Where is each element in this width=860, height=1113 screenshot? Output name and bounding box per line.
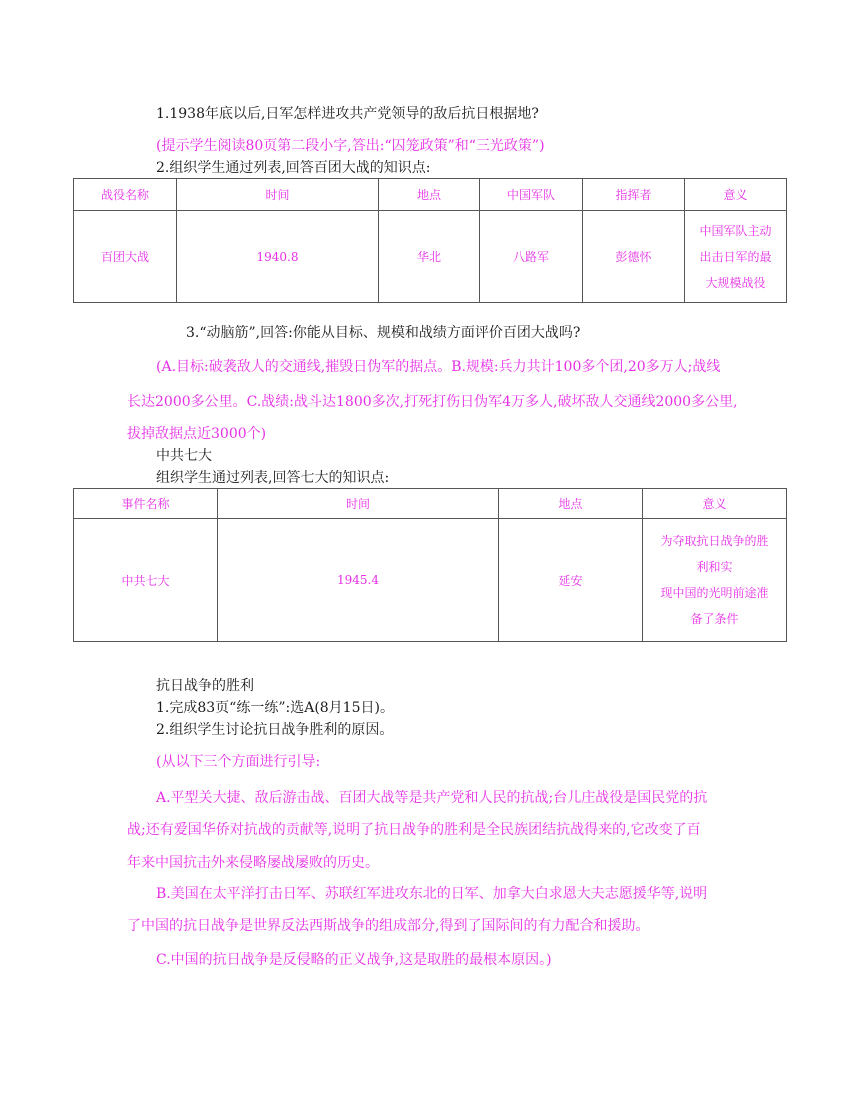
- header-cell: 中国军队: [480, 179, 583, 211]
- significance-line: 大规模战役: [705, 275, 766, 290]
- table-row: [74, 211, 787, 303]
- congress-table: [73, 488, 787, 642]
- exercise-2: 2.组织学生讨论抗日战争胜利的原因。: [156, 722, 394, 738]
- question-3: 3.“动脑筋”,回答:你能从目标、规模和战绩方面评价百团大战吗?: [186, 325, 581, 341]
- significance-line: 中国军队主动: [699, 223, 772, 238]
- header-cell: 意义: [643, 489, 787, 519]
- event-place-cell: 延安: [499, 519, 643, 642]
- header-cell: 地点: [379, 179, 480, 211]
- question-4: 组织学生通过列表,回答七大的知识点:: [156, 470, 390, 486]
- significance-line: 现中国的光明前途准: [660, 586, 769, 600]
- question-1: 1.1938年底以后,日军怎样进攻共产党领导的敌后抗日根据地?: [156, 106, 539, 122]
- point-b-line-1: B.美国在太平洋打击日军、苏联红军进攻东北的日军、加拿大白求恩大夫志愿援华等,说明: [156, 886, 708, 902]
- battle-significance-cell: [685, 211, 787, 303]
- answer-3-line-3: 拔掉敌据点近3000个): [127, 426, 267, 442]
- battle-table: [73, 178, 787, 303]
- heading-cpc-7th-congress: 中共七大: [156, 448, 212, 464]
- significance-line: 备了条件: [690, 612, 739, 626]
- table-row: [74, 519, 787, 642]
- battle-commander-cell: 彭德怀: [583, 211, 685, 303]
- battle-name-cell: 百团大战: [74, 211, 177, 303]
- table-header-row: [74, 179, 787, 211]
- point-b-line-2: 了中国的抗日战争是世界反法西斯战争的组成部分,得到了国际间的有力配合和援助。: [127, 918, 650, 934]
- question-2: 2.组织学生通过列表,回答百团大战的知识点:: [156, 160, 431, 176]
- guide-intro: (从以下三个方面进行引导:: [156, 754, 321, 770]
- significance-line: 为夺取抗日战争的胜: [660, 534, 769, 548]
- significance-line: 出击日军的最: [699, 249, 772, 264]
- header-cell: 事件名称: [74, 489, 218, 519]
- table-header-row: [74, 489, 787, 519]
- battle-place-cell: 华北: [379, 211, 480, 303]
- header-cell: 战役名称: [74, 179, 177, 211]
- header-cell: 时间: [177, 179, 379, 211]
- header-cell: 地点: [499, 489, 643, 519]
- header-cell: 意义: [685, 179, 787, 211]
- point-a-line-1: A.平型关大捷、敌后游击战、百团大战等是共产党和人民的抗战;台儿庄战役是国民党的抗: [156, 790, 708, 806]
- header-cell: 时间: [218, 489, 499, 519]
- event-significance-cell: [643, 519, 787, 642]
- answer-3-line-2: 长达2000多公里。C.战绩:战斗达1800多次,打死打伤日伪军4万多人,破坏敌人交通线2000多公里,: [127, 394, 738, 410]
- heading-victory: 抗日战争的胜利: [156, 678, 254, 694]
- answer-1: (提示学生阅读80页第二段小字,答出:“囚笼政策”和“三光政策”): [156, 138, 545, 154]
- battle-time-cell: 1940.8: [177, 211, 379, 303]
- significance-line: 利和实: [696, 560, 733, 574]
- event-time-cell: 1945.4: [218, 519, 499, 642]
- battle-army-cell: 八路军: [480, 211, 583, 303]
- point-a-line-2: 战;还有爱国华侨对抗战的贡献等,说明了抗日战争的胜利是全民族团结抗战得来的,它改变了百: [127, 822, 701, 838]
- event-name-cell: 中共七大: [74, 519, 218, 642]
- header-cell: 指挥者: [583, 179, 685, 211]
- answer-3-line-1: (A.目标:破袭敌人的交通线,摧毁日伪军的据点。B.规模:兵力共计100多个团,20多万人;战线: [156, 359, 721, 375]
- point-c: C.中国的抗日战争是反侵略的正义战争,这是取胜的最根本原因。): [156, 952, 552, 968]
- point-a-line-3: 年来中国抗击外来侵略屡战屡败的历史。: [127, 855, 379, 871]
- exercise-1: 1.完成83页“练一练”:选A(8月15日)。: [156, 700, 394, 716]
